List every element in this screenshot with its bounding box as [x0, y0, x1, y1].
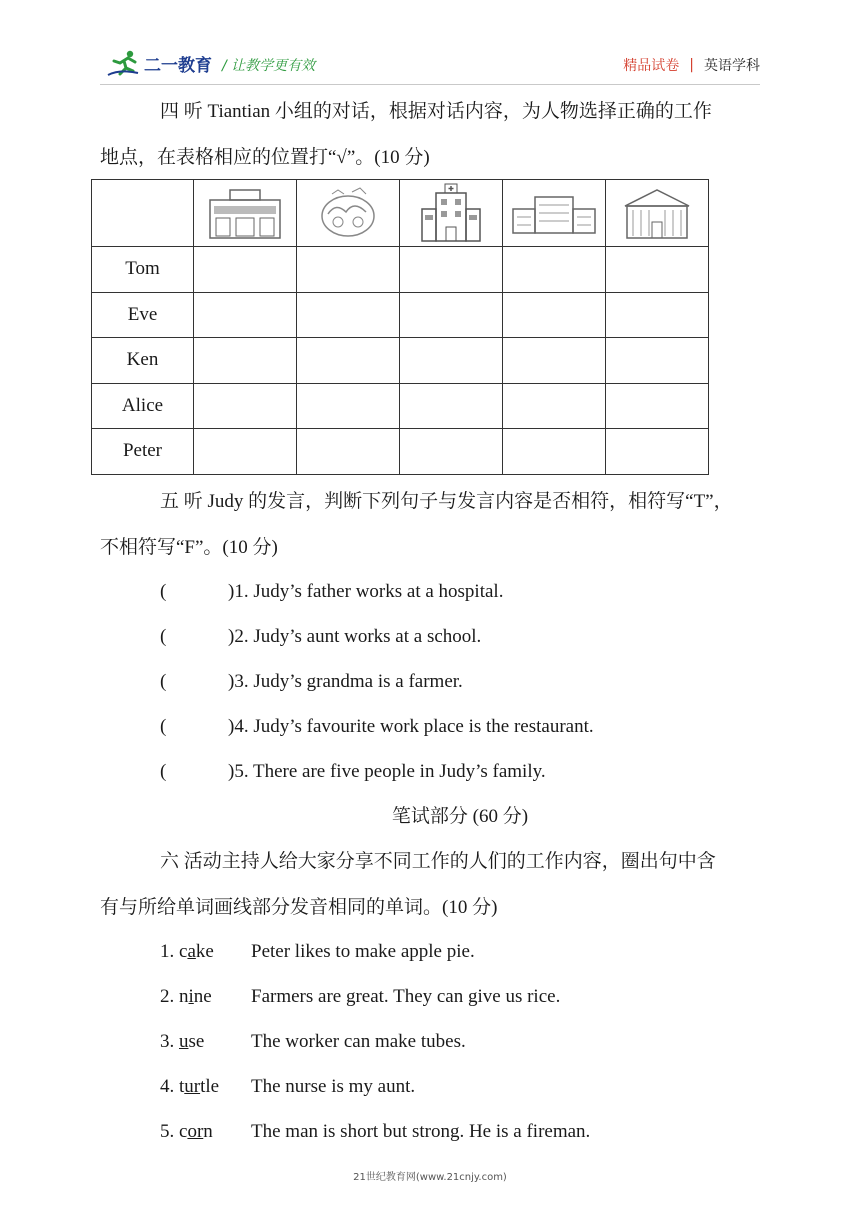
answer-cell[interactable]: [400, 383, 503, 429]
underlined-sound: u: [179, 1031, 189, 1052]
tf-statement: )4. Judy’s favourite work place is the restaurant.: [228, 716, 594, 737]
answer-cell[interactable]: [297, 383, 400, 429]
shop-icon: [208, 186, 282, 240]
answer-cell[interactable]: [503, 383, 606, 429]
underlined-sound: or: [187, 1121, 204, 1142]
sentence: The worker can make tubes.: [251, 1031, 466, 1052]
slogan: / 让教学更有效: [222, 58, 316, 74]
answer-cell[interactable]: [400, 338, 503, 384]
table-header-row: [92, 180, 709, 247]
answer-cell[interactable]: [194, 338, 297, 384]
table-row: [92, 292, 709, 338]
answer-cell[interactable]: [503, 292, 606, 338]
header-divider: |: [689, 57, 694, 73]
place-cell-shop: [194, 180, 297, 247]
logo: [106, 48, 212, 78]
keyword: 2. nine: [160, 986, 212, 1007]
place-cell-factory: [503, 180, 606, 247]
written-part-title: 笔试部分 (60 分): [391, 806, 529, 827]
place-cell-school: [606, 180, 709, 247]
answer-cell[interactable]: [503, 429, 606, 475]
answer-cell[interactable]: [400, 247, 503, 293]
name-cell: Eve: [92, 292, 194, 338]
table-corner-cell: [92, 180, 194, 247]
underlined-sound: a: [187, 941, 196, 962]
answer-cell[interactable]: [606, 383, 709, 429]
answer-table: [91, 179, 709, 475]
answer-cell[interactable]: [606, 338, 709, 384]
farm-icon: [318, 186, 378, 240]
sentence: The man is short but strong. He is a fireman.: [251, 1121, 591, 1142]
name-cell: Alice: [92, 383, 194, 429]
sentence: Farmers are great. They can give us rice.: [251, 986, 561, 1007]
answer-cell[interactable]: [606, 429, 709, 475]
school-icon: [621, 186, 693, 240]
header-rule: [100, 84, 760, 85]
answer-cell[interactable]: [606, 292, 709, 338]
subject-label: 英语学科: [704, 58, 760, 74]
name-cell: Peter: [92, 429, 194, 475]
factory-icon: [509, 191, 599, 235]
answer-cell[interactable]: [194, 429, 297, 475]
underlined-sound: i: [188, 986, 194, 1007]
runner-logo-icon: [106, 49, 140, 77]
section6-instruction-line1: 六 活动主持人给大家分享不同工作的人们的工作内容，圈出句中含: [160, 851, 716, 872]
answer-cell[interactable]: [297, 338, 400, 384]
keyword: 3. use: [160, 1031, 205, 1052]
answer-cell[interactable]: [503, 247, 606, 293]
answer-cell[interactable]: [400, 292, 503, 338]
keyword: 5. corn: [160, 1121, 213, 1142]
sentence: Peter likes to make apple pie.: [251, 941, 475, 962]
page-header: [0, 0, 860, 86]
table-row: [92, 247, 709, 293]
answer-cell[interactable]: [400, 429, 503, 475]
table-row: [92, 338, 709, 384]
table-row: [92, 383, 709, 429]
section5-instruction-line1: 五 听 Judy 的发言，判断下列句子与发言内容是否相符，相符写“T”，: [160, 491, 733, 512]
hospital-icon: [418, 183, 484, 243]
tf-statement: )2. Judy’s aunt works at a school.: [228, 626, 482, 647]
section6-instruction-line2: 有与所给单词画线部分发音相同的单词。(10 分): [100, 897, 498, 918]
logo-text: 二一教育: [144, 55, 212, 76]
underlined-sound: ur: [184, 1076, 201, 1097]
tf-statement: )1. Judy’s father works at a hospital.: [228, 581, 504, 602]
name-cell: Ken: [92, 338, 194, 384]
keyword: 1. cake: [160, 941, 214, 962]
sentence: The nurse is my aunt.: [251, 1076, 416, 1097]
answer-cell[interactable]: [194, 247, 297, 293]
name-cell: Tom: [92, 247, 194, 293]
answer-cell[interactable]: [297, 429, 400, 475]
answer-cell[interactable]: [194, 383, 297, 429]
answer-cell[interactable]: [297, 247, 400, 293]
section5-instruction-line2: 不相符写“F”。(10 分): [100, 537, 278, 558]
keyword: 4. turtle: [160, 1076, 220, 1097]
place-cell-hospital: [400, 180, 503, 247]
answer-cell[interactable]: [297, 292, 400, 338]
quality-badge: 精品试卷: [623, 58, 680, 74]
header-right: [623, 55, 760, 75]
place-cell-farm: [297, 180, 400, 247]
page-footer: 21世纪教育网(www.21cnjy.com): [353, 1172, 507, 1183]
section4-instruction-line1: 四 听 Tiantian 小组的对话，根据对话内容，为人物选择正确的工作: [160, 101, 712, 122]
section4-instruction-line2: 地点，在表格相应的位置打“√”。(10 分): [100, 147, 430, 168]
tf-statement: )3. Judy’s grandma is a farmer.: [228, 671, 463, 692]
answer-cell[interactable]: [606, 247, 709, 293]
table-row: [92, 429, 709, 475]
answer-cell[interactable]: [194, 292, 297, 338]
answer-cell[interactable]: [503, 338, 606, 384]
tf-statement: )5. There are five people in Judy’s family.: [228, 761, 546, 782]
